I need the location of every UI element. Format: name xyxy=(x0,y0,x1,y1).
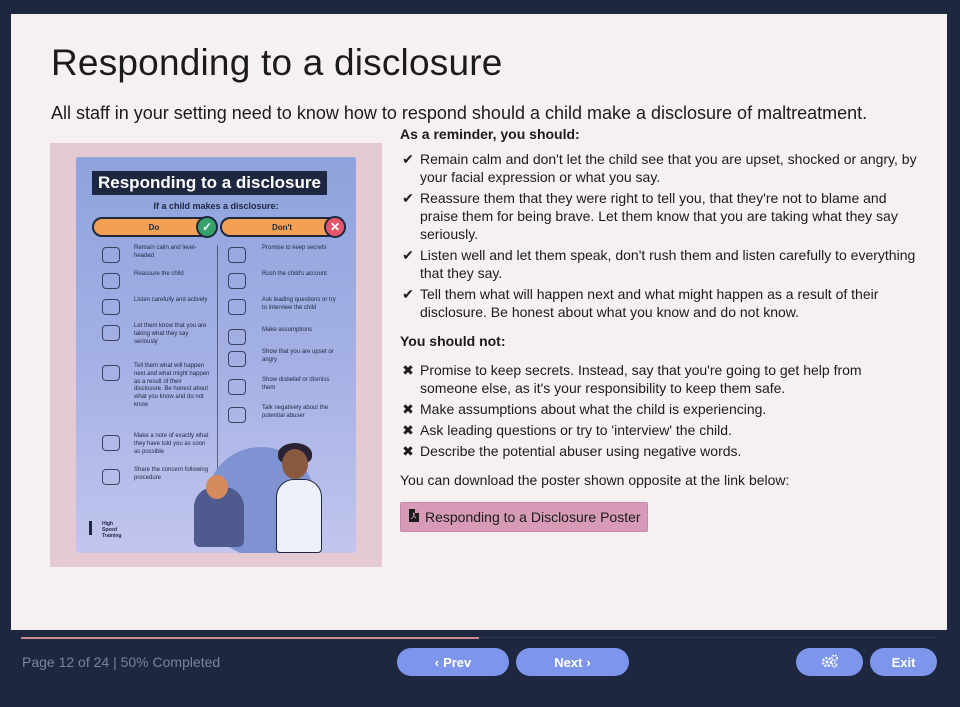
poster-logo-line-3: Training xyxy=(102,533,122,539)
download-poster-button[interactable] xyxy=(400,502,648,532)
should-item xyxy=(400,189,920,243)
check-icon: ✔ xyxy=(402,151,414,167)
poster-adult-figure xyxy=(276,479,322,553)
poster-do-item-icon xyxy=(102,273,120,289)
check-icon: ✔ xyxy=(402,190,414,206)
chevron-right-icon: › xyxy=(586,654,591,670)
should-not-item-text: Make assumptions about what the child is experiencing. xyxy=(420,401,767,417)
poster-do-item: Share the concern following procedure xyxy=(134,467,209,481)
poster-do-item-icon xyxy=(102,299,120,315)
download-text: You can download the poster shown opposite at the link below: xyxy=(400,472,790,488)
poster-do-item: Make a note of exactly what they have told you as soon as possible xyxy=(134,433,209,455)
cross-icon: ✖ xyxy=(402,422,414,438)
should-not-item xyxy=(400,421,920,439)
poster-do-item: Reassure the child xyxy=(134,271,184,277)
prev-button[interactable] xyxy=(397,648,509,676)
should-item-text: Reassure them that they were right to tell you, that they're not to blame and praise them for being brave. Let them know that you are taking what they say seriously. xyxy=(420,190,898,242)
poster-do-pill xyxy=(92,217,216,237)
poster-subtitle: If a child makes a disclosure: xyxy=(153,201,279,211)
progress-bar-fill xyxy=(21,637,479,639)
file-pdf-icon xyxy=(409,509,419,525)
poster-dont-item: Show disbelief or dismiss them xyxy=(262,377,330,391)
poster-frame xyxy=(50,143,382,567)
should-not-heading: You should not: xyxy=(400,333,506,349)
poster-dont-item: Promise to keep secrets xyxy=(262,245,327,251)
should-item-text: Listen well and let them speak, don't rush them and listen carefully to everything that they say. xyxy=(420,247,916,281)
poster-dont-item: Show that you are upset or angry xyxy=(262,349,334,363)
poster-do-item: Let them know that you are taking what they say seriously xyxy=(134,323,207,345)
poster-dont-item: Rush the child's account xyxy=(262,271,327,277)
should-item-text: Tell them what will happen next and what might happen as a result of their disclosure. Be honest about what you know and do not know. xyxy=(420,286,879,320)
next-button[interactable] xyxy=(516,648,629,676)
poster-do-item-icon xyxy=(102,469,120,485)
poster-do-item-icon xyxy=(102,247,120,263)
progress-bar-track xyxy=(479,637,937,638)
should-item-text: Remain calm and don't let the child see that you are upset, shocked or angry, by your facial expression or what you say. xyxy=(420,151,917,185)
poster-dont-item-icon xyxy=(228,351,246,367)
check-icon: ✔ xyxy=(402,286,414,302)
poster-do-label: Do xyxy=(148,222,160,232)
poster-dont-item: Make assumptions xyxy=(262,327,313,333)
poster-do-item: Listen carefully and actively xyxy=(134,297,208,303)
poster-do-item-icon xyxy=(102,325,120,341)
logo-icon xyxy=(89,521,99,535)
cross-icon: ✖ xyxy=(402,362,414,378)
should-not-item-text: Ask leading questions or try to 'interview' the child. xyxy=(420,422,732,438)
should-not-item-text: Describe the potential abuser using negative words. xyxy=(420,443,742,459)
should-not-item-text: Promise to keep secrets. Instead, say that you're going to get help from someone else, as it's your responsibility to keep them safe. xyxy=(420,362,862,396)
poster-logo-line-1: High xyxy=(102,521,114,527)
should-not-item xyxy=(400,442,920,460)
poster-dont-item-icon xyxy=(228,247,246,263)
chevron-left-icon: ‹ xyxy=(434,654,440,670)
exit-label: Exit xyxy=(891,654,916,670)
should-list xyxy=(400,150,920,321)
poster-dont-item-icon xyxy=(228,273,246,289)
poster-logo-line-2: Speed xyxy=(102,527,118,533)
cross-icon: ✖ xyxy=(402,443,414,459)
should-not-list xyxy=(400,361,920,460)
poster-dont-item-icon xyxy=(228,299,246,315)
poster-dont-label: Don't xyxy=(271,222,293,232)
should-item xyxy=(400,150,920,186)
poster-do-item-icon xyxy=(102,365,120,381)
should-item xyxy=(400,246,920,282)
download-poster-label: Responding to a Disclosure Poster xyxy=(425,509,641,525)
poster-adult-head xyxy=(282,449,308,479)
poster-do-item: Tell them what will happen next and what might happen as a result of their disclosure. Be honest about what you know and do not know xyxy=(134,363,210,408)
poster-image xyxy=(76,157,356,553)
page-status: Page 12 of 24 | 50% Completed xyxy=(22,654,221,670)
gears-icon xyxy=(821,654,839,671)
intro-text: All staff in your setting need to know how to respond should a child make a disclosure of maltreatment. xyxy=(51,103,868,123)
cross-icon: ✖ xyxy=(402,401,414,417)
should-not-item xyxy=(400,400,920,418)
settings-button[interactable] xyxy=(796,648,863,676)
tick-circle-icon: ✓ xyxy=(196,216,218,238)
page-title: Responding to a disclosure xyxy=(51,42,503,83)
guidance-column xyxy=(400,126,920,532)
check-icon: ✔ xyxy=(402,247,414,263)
poster-dont-pill xyxy=(220,217,344,237)
poster-do-item: Remain calm and level-headed xyxy=(134,245,197,259)
poster-dont-item-icon xyxy=(228,379,246,395)
poster-dont-item: Talk negatively about the potential abuser xyxy=(262,405,329,419)
reminder-heading: As a reminder, you should: xyxy=(400,126,580,142)
poster-dont-item: Ask leading questions or try to interview the child xyxy=(262,297,336,311)
should-item xyxy=(400,285,920,321)
poster-do-item-icon xyxy=(102,435,120,451)
poster-dont-item-icon xyxy=(228,329,246,345)
poster-child-head xyxy=(206,475,228,499)
should-not-item xyxy=(400,361,920,397)
poster-title: Responding to a disclosure xyxy=(92,171,327,195)
cross-circle-icon: ✕ xyxy=(324,216,346,238)
next-label: Next xyxy=(554,654,583,670)
exit-button[interactable] xyxy=(870,648,937,676)
prev-label: Prev xyxy=(443,654,472,670)
poster-logo xyxy=(90,521,121,539)
poster-dont-item-icon xyxy=(228,407,246,423)
